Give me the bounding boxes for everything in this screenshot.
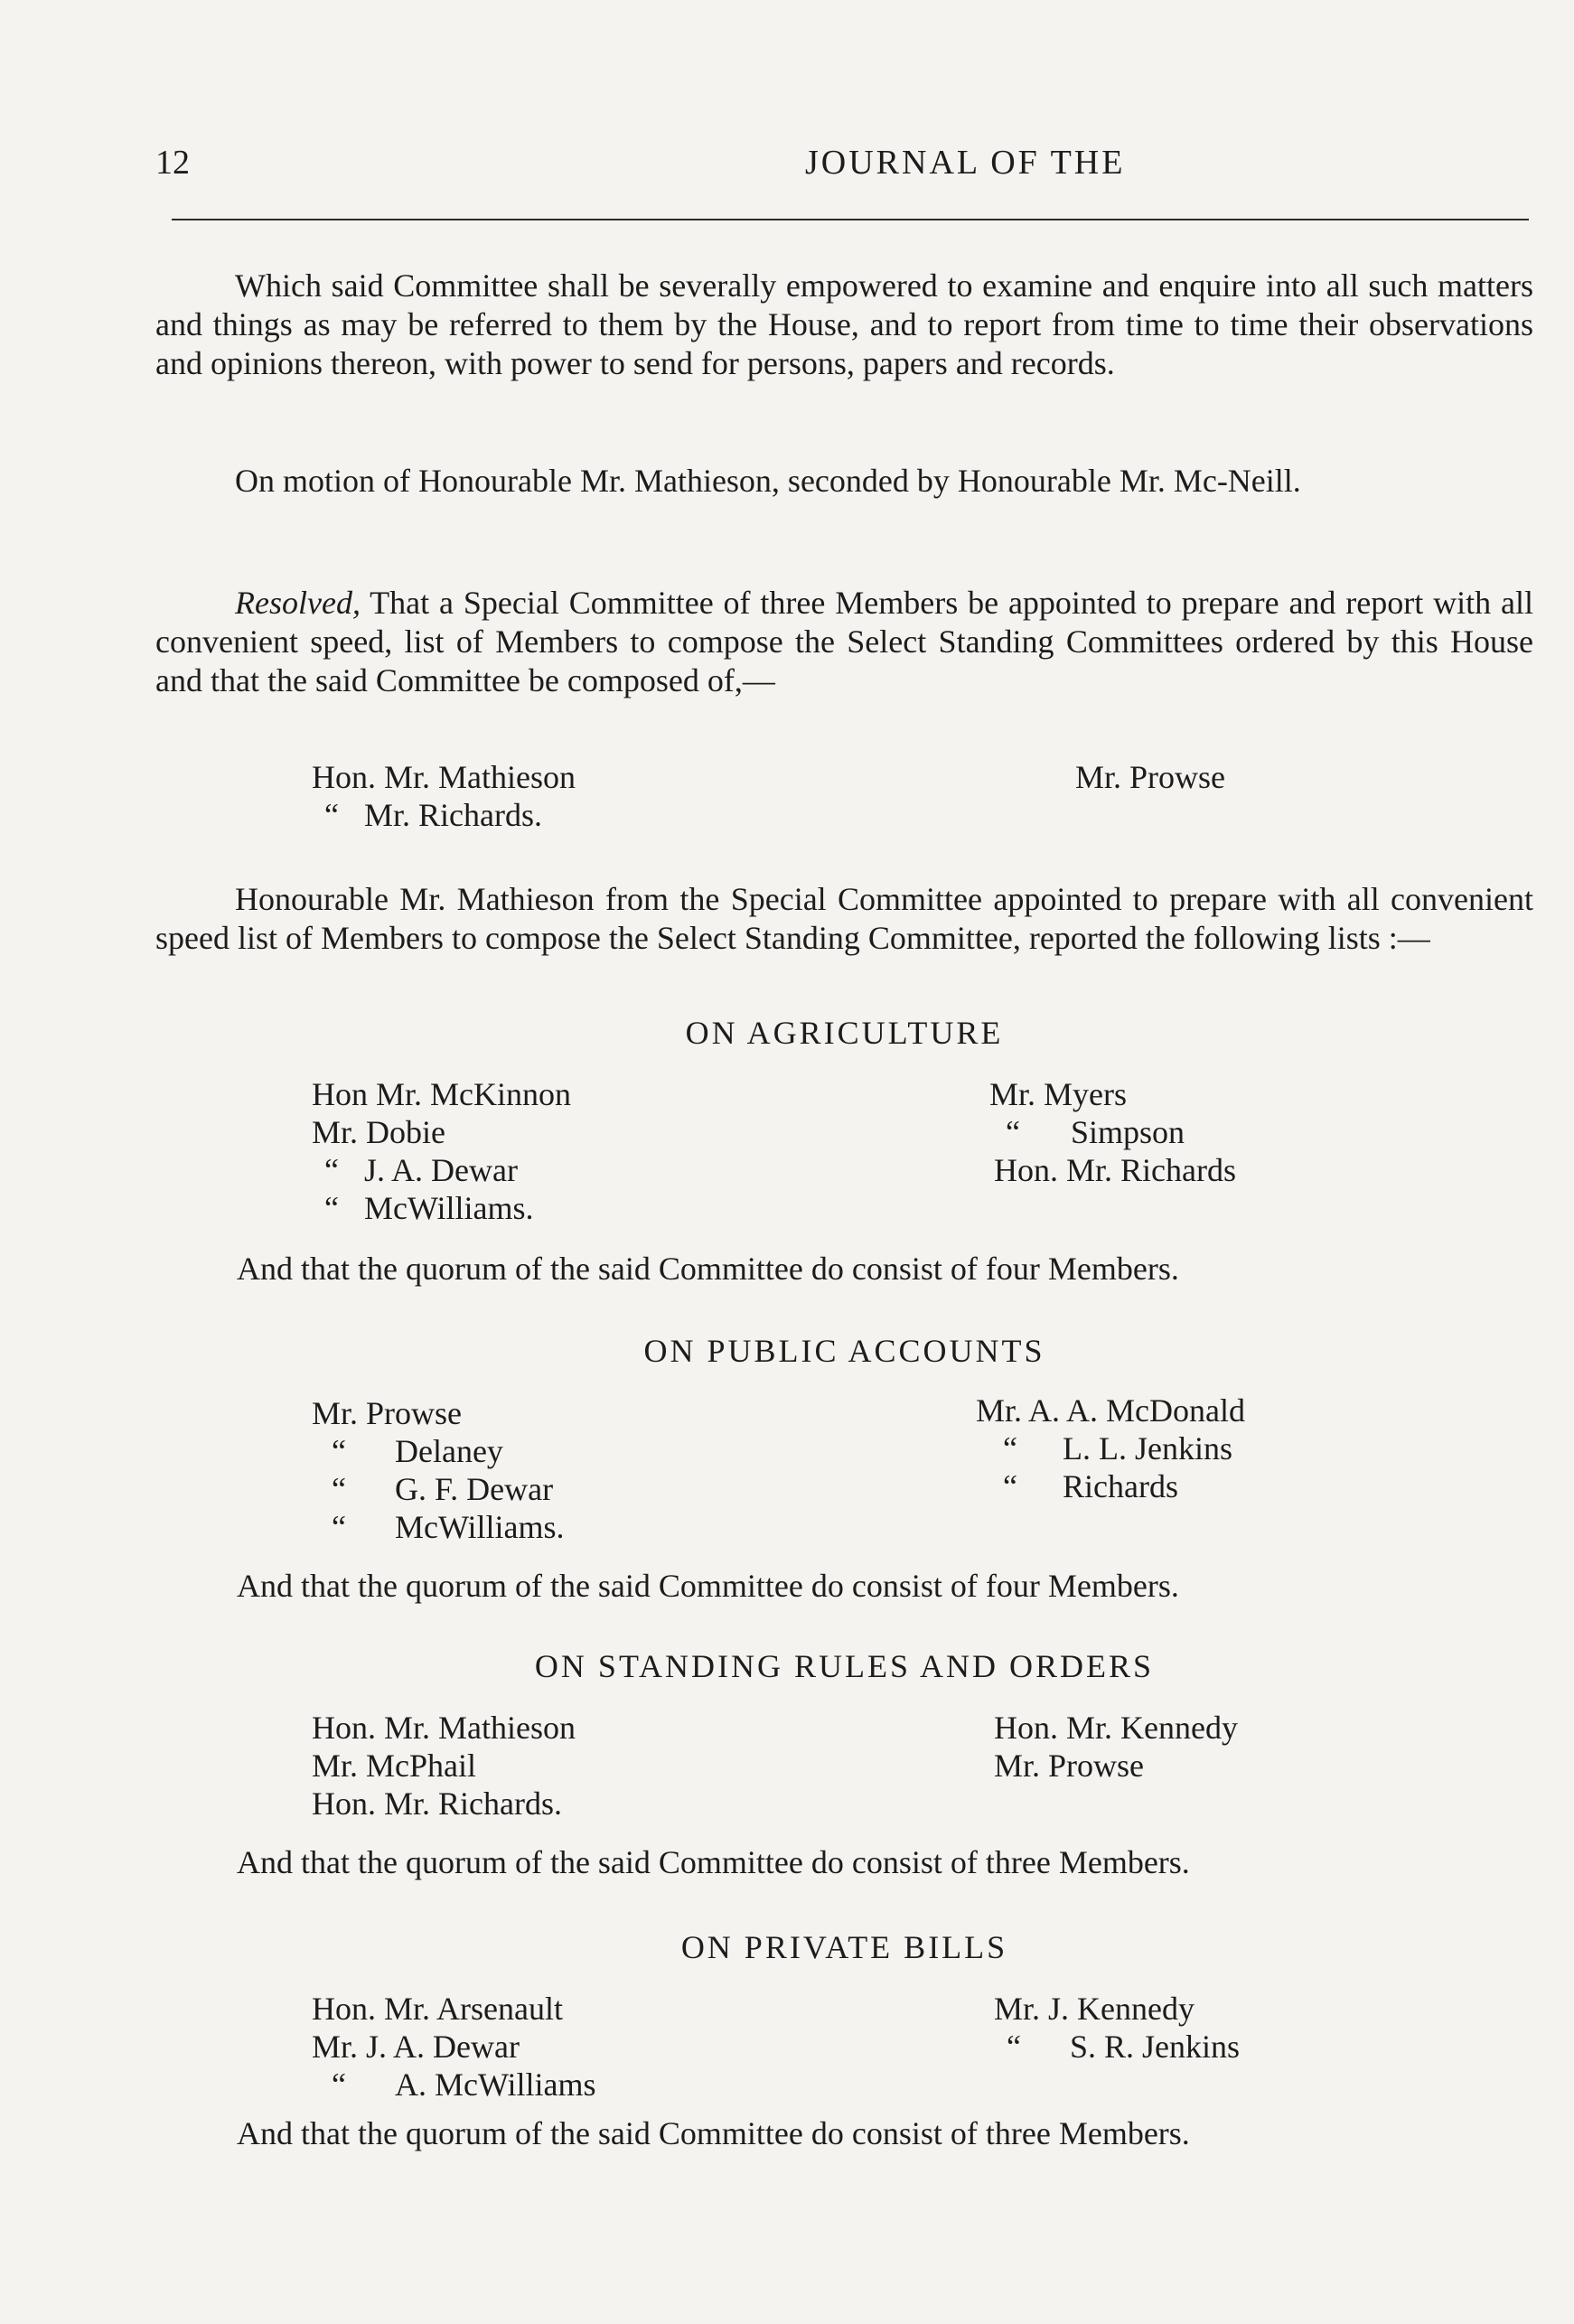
- member-name-text: McWilliams.: [395, 1509, 565, 1545]
- paragraph-resolved: [155, 584, 1533, 700]
- member-name: Hon Mr. McKinnon: [312, 1076, 571, 1112]
- paragraph-motion: [155, 462, 1533, 501]
- member-name-text: L. L. Jenkins: [1063, 1430, 1232, 1467]
- paragraph-text: Which said Committee shall be severally empowered to examine and enquire into all such matters and things as may be referred to them by the House, and to report from time to time their observations and opinions thereon, with power to send for persons, papers and records.: [155, 267, 1533, 381]
- member-name-text: McWilliams.: [364, 1190, 534, 1226]
- paragraph-text: That a Special Committee of three Members be appointed to prepare and report with all convenient speed, list of Members to compose the Select Standing Committees ordered by this House and that the said Committee be composed of,—: [155, 585, 1533, 698]
- member-name: Mr. A. A. McDonald: [976, 1392, 1246, 1429]
- member-name: [312, 1151, 518, 1190]
- committee-heading-agriculture: ON AGRICULTURE: [685, 1015, 1004, 1051]
- journal-title: JOURNAL OF THE: [805, 144, 1126, 182]
- member-name-text: Mr. Richards.: [364, 797, 542, 833]
- ditto-mark: “: [324, 797, 339, 833]
- page-number: 12: [155, 144, 190, 182]
- member-name: Hon. Mr. Kennedy: [994, 1710, 1238, 1746]
- ditto-mark: “: [332, 1509, 346, 1545]
- member-name: [312, 1189, 534, 1228]
- member-name: Hon. Mr. Richards: [994, 1152, 1236, 1188]
- member-name-text: S. R. Jenkins: [1070, 2029, 1241, 2065]
- member-name: [994, 2028, 1240, 2066]
- member-name: Hon. Mr. Richards.: [312, 1785, 562, 1822]
- member-name: Mr. Prowse: [994, 1748, 1145, 1784]
- member-name: [976, 1467, 1178, 1506]
- paragraph-committee-powers: [155, 267, 1533, 383]
- quorum-statement: And that the quorum of the said Committee do consist of three Members.: [237, 2115, 1190, 2151]
- paragraph-report: [155, 880, 1533, 958]
- member-name: [312, 2066, 596, 2104]
- page-header: [152, 143, 1534, 188]
- member-name: Hon. Mr. Mathieson: [312, 759, 576, 795]
- member-name: [976, 1429, 1232, 1468]
- member-name: Mr. J. A. Dewar: [312, 2029, 520, 2065]
- member-name: [312, 1470, 553, 1509]
- member-name-text: A. McWilliams: [395, 2066, 596, 2103]
- member-name-text: Delaney: [395, 1433, 503, 1469]
- member-name-text: J. A. Dewar: [364, 1152, 518, 1188]
- member-name-text: G. F. Dewar: [395, 1471, 554, 1507]
- member-name: [312, 1432, 503, 1471]
- paragraph-text: Honourable Mr. Mathieson from the Special Committee appointed to prepare with all convenient speed list of Members to compose the Select Standing Committee, reported the following lists :—: [155, 881, 1533, 956]
- member-name: Mr. Prowse: [1075, 759, 1226, 795]
- member-name: Mr. Prowse: [312, 1395, 463, 1431]
- ditto-mark: “: [1003, 1430, 1017, 1467]
- committee-heading-private-bills: ON PRIVATE BILLS: [680, 1929, 1008, 1965]
- ditto-mark: “: [1006, 1114, 1020, 1150]
- member-name: Mr. Dobie: [312, 1114, 445, 1150]
- member-name: Mr. McPhail: [312, 1748, 477, 1784]
- header-rule: [172, 219, 1529, 220]
- resolved-label: Resolved,: [235, 585, 361, 621]
- ditto-mark: “: [324, 1152, 339, 1188]
- member-name: [312, 1508, 565, 1547]
- ditto-mark: “: [332, 1471, 346, 1507]
- ditto-mark: “: [332, 2066, 346, 2103]
- member-name-text: Simpson: [1071, 1114, 1185, 1150]
- paragraph-text: On motion of Honourable Mr. Mathieson, seconded by Honourable Mr. Mc-Neill.: [235, 463, 1301, 499]
- ditto-mark: “: [1007, 2029, 1021, 2065]
- member-name-text: Richards: [1063, 1468, 1178, 1504]
- quorum-statement: And that the quorum of the said Committee do consist of three Members.: [237, 1844, 1190, 1880]
- ditto-mark: “: [332, 1433, 346, 1469]
- committee-heading-standing-rules: ON STANDING RULES AND ORDERS: [534, 1648, 1155, 1684]
- member-name: [312, 796, 542, 835]
- ditto-mark: “: [324, 1190, 339, 1226]
- member-name: Mr. Myers: [989, 1076, 1127, 1112]
- quorum-statement: And that the quorum of the said Committee do consist of four Members.: [237, 1568, 1179, 1604]
- member-name: Hon. Mr. Mathieson: [312, 1710, 576, 1746]
- member-name: Hon. Mr. Arsenault: [312, 1991, 563, 2027]
- committee-heading-public-accounts: ON PUBLIC ACCOUNTS: [643, 1333, 1045, 1369]
- member-name: Mr. J. Kennedy: [994, 1991, 1195, 2027]
- member-name: [989, 1113, 1185, 1152]
- quorum-statement: And that the quorum of the said Committee do consist of four Members.: [237, 1251, 1179, 1287]
- ditto-mark: “: [1003, 1468, 1017, 1504]
